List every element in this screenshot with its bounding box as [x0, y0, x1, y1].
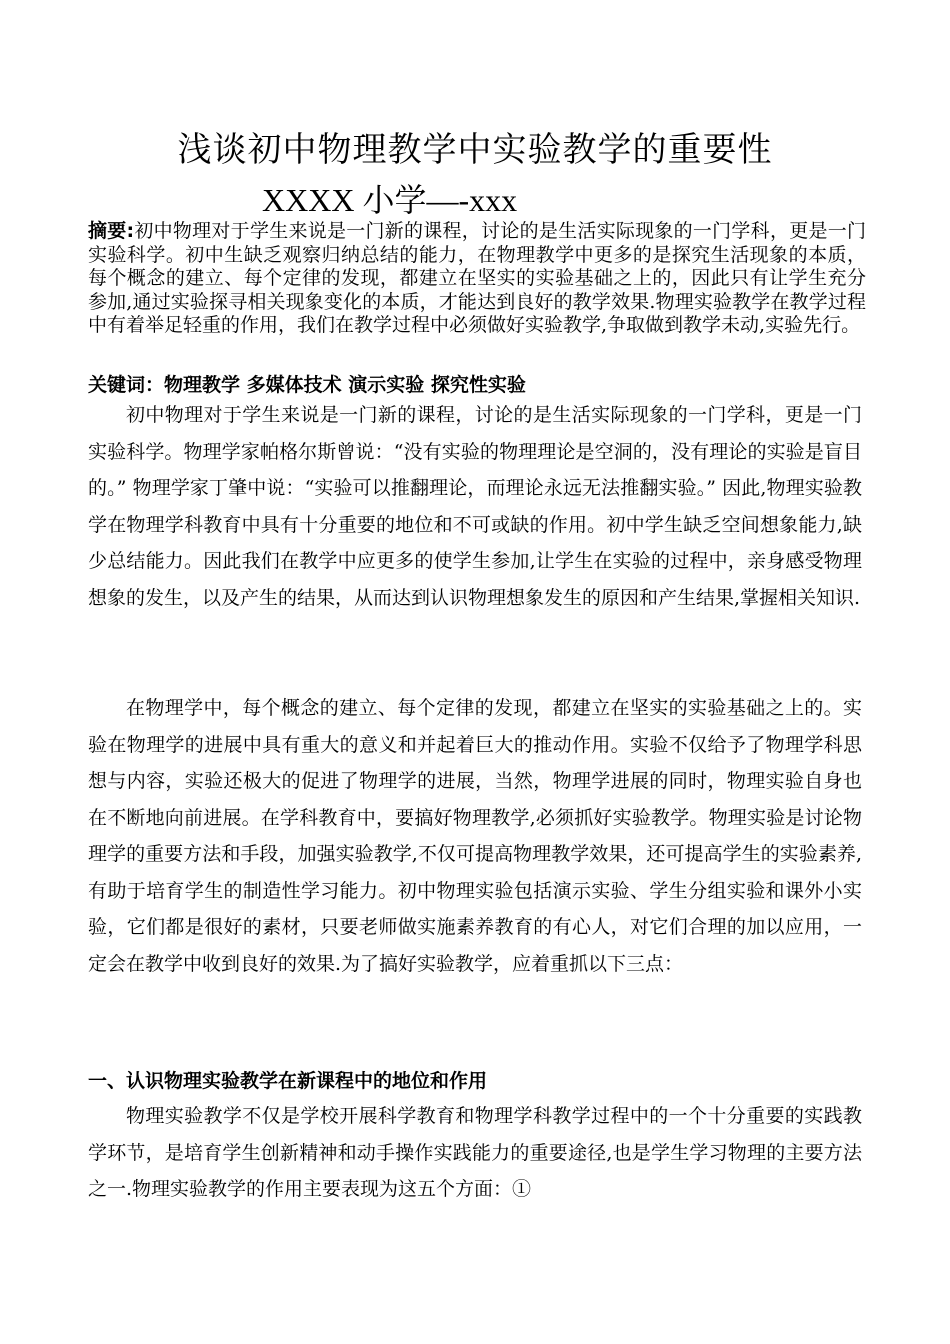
body-paragraph-3 [88, 1098, 862, 1208]
abstract-label: 摘要: [88, 220, 135, 242]
paragraph-text: 在物理学中，每个概念的建立、每个定律的发现，都建立在坚实的实验基础之上的。实验在物理学的进展中具有重大的意义和并起着巨大的推动作用。实验不仅给予了物理学科思想与内容，实验还极大的促进了物理学的进展，当然，物理学进展的同时，物理实验自身也在不断地向前进展。在学科教育中，要搞好物理教学,必须抓好实验教学。物理实验是讨论物理学的重要方法和手段，加强实验教学,不仅可提高物理教学效果，还可提高学生的实验素养,有助于培育学生的制造性学习能力。初中物理实验包括演示实验、学生分组实验和课外小实验，它们都是很好的素材，只要老师做实施素养教育的有心人，对它们合理的加以应用，一定会在教学中收到良好的效果.为了搞好实验教学，应着重抓以下三点： [88, 697, 862, 975]
body-paragraph-2 [88, 690, 862, 982]
document-subtitle: XXXX 小学—-xxx [262, 182, 518, 218]
abstract [88, 220, 866, 338]
keywords: 关键词：物理教学 多媒体技术 演示实验 探究性实验 [88, 374, 526, 396]
section-heading: 一、认识物理实验教学在新课程中的地位和作用 [88, 1070, 488, 1092]
abstract-text: 初中物理对于学生来说是一门新的课程，讨论的是生活实际现象的一门学科，更是一门实验科学。初中生缺乏观察归纳总结的能力，在物理教学中更多的是探究生活现象的本质，每个概念的建立、每个定律的发现，都建立在坚实的实验基础之上的，因此只有让学生充分参加,通过实验探寻相关现象变化的本质，才能达到良好的教学效果.物理实验教学在教学过程中有着举足轻重的作用，我们在教学过程中必须做好实验教学,争取做到教学未动,实验先行。 [88, 220, 866, 336]
paragraph-text: 物理实验教学不仅是学校开展科学教育和物理学科教学过程中的一个十分重要的实践教学环节，是培育学生创新精神和动手操作实践能力的重要途径,也是学生学习物理的主要方法之一.物理实验教学的作用主要表现为这五个方面：① [88, 1105, 862, 1200]
document-title: 浅谈初中物理教学中实验教学的重要性 [177, 130, 773, 170]
body-paragraph-1 [88, 397, 862, 616]
paragraph-text: 初中物理对于学生来说是一门新的课程，讨论的是生活实际现象的一门学科，更是一门实验科学。物理学家帕格尔斯曾说：“没有实验的物理理论是空洞的，没有理论的实验是盲目的。” 物理学家丁肇中说：“实验可以推翻理论，而理论永远无法推翻实验。” 因此,物理实验教学在物理学科教育中具有十分重要的地位和不可或缺的作用。初中学生缺乏空间想象能力,缺少总结能力。因此我们在教学中应更多的使学生参加,让学生在实验的过程中，亲身感受物理想象的发生，以及产生的结果，从而达到认识物理想象发生的原因和产生结果,掌握相关知识. [88, 404, 862, 609]
